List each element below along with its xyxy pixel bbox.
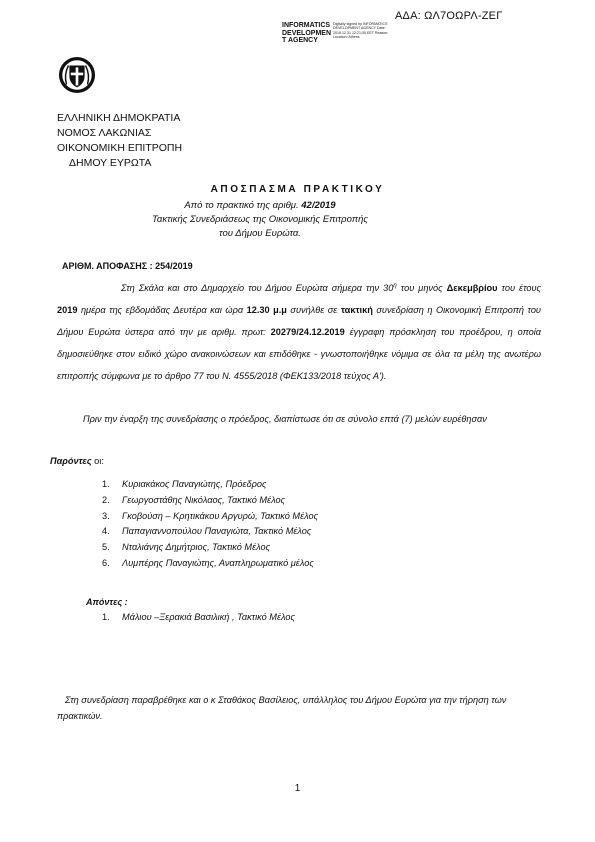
subtitle-text: Από το πρακτικό της αριθμ. bbox=[184, 200, 302, 211]
document-subtitle bbox=[0, 199, 520, 241]
list-item bbox=[102, 612, 295, 622]
stamp-line: T AGENCY bbox=[282, 37, 318, 44]
ada-code: ΑΔΑ: ΩΛ7ΟΩΡΛ-ΖΕΓ bbox=[395, 10, 503, 22]
item-number: 2. bbox=[102, 494, 110, 505]
signature-stamp-title bbox=[282, 22, 330, 45]
member-name: Γκοβούση – Κρητικάκου Αργυρώ, Τακτικό Μέλος bbox=[122, 510, 319, 521]
header-line: ΝΟΜΟΣ ΛΑΚΩΝΙΑΣ bbox=[57, 127, 152, 139]
item-number: 4. bbox=[102, 526, 110, 537]
subtitle-line: του Δήμου Ευρώτα. bbox=[219, 228, 301, 239]
year: 2019 bbox=[57, 305, 78, 316]
item-number: 5. bbox=[102, 542, 110, 553]
member-name: Γεωργοστάθης Νικόλαος, Τακτικό Μέλος bbox=[122, 494, 286, 505]
greek-coat-of-arms-icon bbox=[58, 56, 96, 94]
header-line: ΔΗΜΟΥ ΕΥΡΩΤΑ bbox=[69, 157, 152, 169]
superscript: η bbox=[393, 283, 397, 289]
present-members-list bbox=[102, 477, 318, 572]
text: Στη Σκάλα και στο Δημαρχείο του Δήμου Ευρώτα σήμερα την 30 bbox=[121, 283, 394, 294]
text: του έτους bbox=[497, 283, 542, 294]
minutes-number: 42/2019 bbox=[301, 200, 336, 211]
item-number: 1. bbox=[102, 612, 110, 622]
month: Δεκεμβρίου bbox=[446, 283, 498, 294]
invitation-reference: 20279/24.12.2019 bbox=[270, 327, 345, 338]
present-heading: Παρόντες bbox=[50, 456, 92, 466]
list-item bbox=[102, 540, 318, 556]
header-line: ΟΙΚΟΝΟΜΙΚΗ ΕΠΙΤΡΟΠΗ bbox=[57, 142, 183, 154]
document-title: ΑΠΟΣΠΑΣΜΑ ΠΡΑΚΤΙΚΟΥ bbox=[210, 184, 385, 195]
subtitle-line bbox=[0, 199, 520, 213]
item-number: 6. bbox=[102, 557, 110, 568]
session-type: τακτική bbox=[340, 305, 373, 316]
stamp-line: INFORMATICS bbox=[282, 22, 331, 29]
member-name: Παπαγιαννοπούλου Παναγιώτα, Τακτικό Μέλος bbox=[122, 526, 312, 537]
list-item bbox=[102, 556, 318, 572]
item-number: 3. bbox=[102, 510, 110, 521]
text: έγγραφη πρόσκληση του προέδρου, η οποία δημοσιεύθηκε στον ειδικό χώρο ανακοινώσεων και επιδόθηκε - γνωστοποιήθηκε νόμιμα σε όλα τα μέλη της ανωτέρω επιτροπής σύμφωνα με το άρθρο 77 του Ν. 4555/2018 (ΦΕΚ133/2018 τεύχος Α'). bbox=[57, 327, 541, 382]
member-name: Κυριακάκος Παναγιώτης, Πρόεδρος bbox=[122, 479, 267, 489]
quorum-paragraph: Πριν την έναρξη της συνεδρίασης ο πρόεδρος, διαπίστωσε ότι σε σύνολο επτά (7) μελών ευρέθησαν bbox=[83, 414, 487, 424]
page-number: 1 bbox=[294, 783, 301, 794]
decision-number: ΑΡΙΘΜ. ΑΠΟΦΑΣΗΣ : 254/2019 bbox=[62, 261, 193, 271]
list-item bbox=[102, 509, 318, 525]
header-line: ΕΛΛΗΝΙΚΗ ΔΗΜΟΚΡΑΤΙΑ bbox=[57, 112, 181, 124]
list-item bbox=[102, 477, 318, 493]
absent-label: Απόντες : bbox=[86, 597, 128, 607]
text: συνήλθε σε bbox=[286, 305, 341, 316]
present-suffix: οι: bbox=[91, 456, 104, 466]
member-name: Νταλιάνης Δημήτριος, Τακτικό Μέλος bbox=[122, 542, 271, 553]
item-number: 1. bbox=[102, 479, 110, 489]
text: συνεδρίαση η Οικονομική Επιτροπή του Δήμου Ευρώτα ύστερα από την με αριθμ. πρωτ: bbox=[57, 305, 541, 338]
text: ημέρα της εβδομάδας Δευτέρα και ώρα bbox=[77, 305, 247, 316]
text: του μηνός bbox=[396, 283, 447, 294]
present-label bbox=[50, 456, 104, 466]
meeting-paragraph bbox=[57, 275, 541, 387]
member-name: Λυμπέρης Παναγιώτης, Αναπληρωματικό μέλος bbox=[122, 557, 314, 568]
subtitle-line: Τακτικής Συνεδριάσεως της Οικονομικής Επιτροπής bbox=[151, 214, 369, 225]
signature-stamp-details: Digitally signed by INFORMATICS DEVELOPMENT AGENCY Date: 2019.12.31 12:21:50 EET Reason: Location: Athens bbox=[333, 22, 389, 39]
issuer-header bbox=[57, 111, 182, 171]
list-item bbox=[102, 493, 318, 509]
list-item bbox=[102, 524, 318, 540]
stamp-line: DEVELOPMEN bbox=[282, 29, 332, 37]
absent-members-list bbox=[102, 612, 295, 622]
time: 12.30 μ.μ bbox=[246, 305, 287, 316]
member-name: Μάλιου –Ξερακιά Βασιλική , Τακτικό Μέλος bbox=[122, 612, 295, 622]
attendance-note: Στη συνεδρίαση παραβρέθηκε και ο κ Σταθάκος Βασίλειος, υπάλληλος του Δήμου Ευρώτα για την τήρηση των πρακτικών. bbox=[57, 695, 507, 721]
